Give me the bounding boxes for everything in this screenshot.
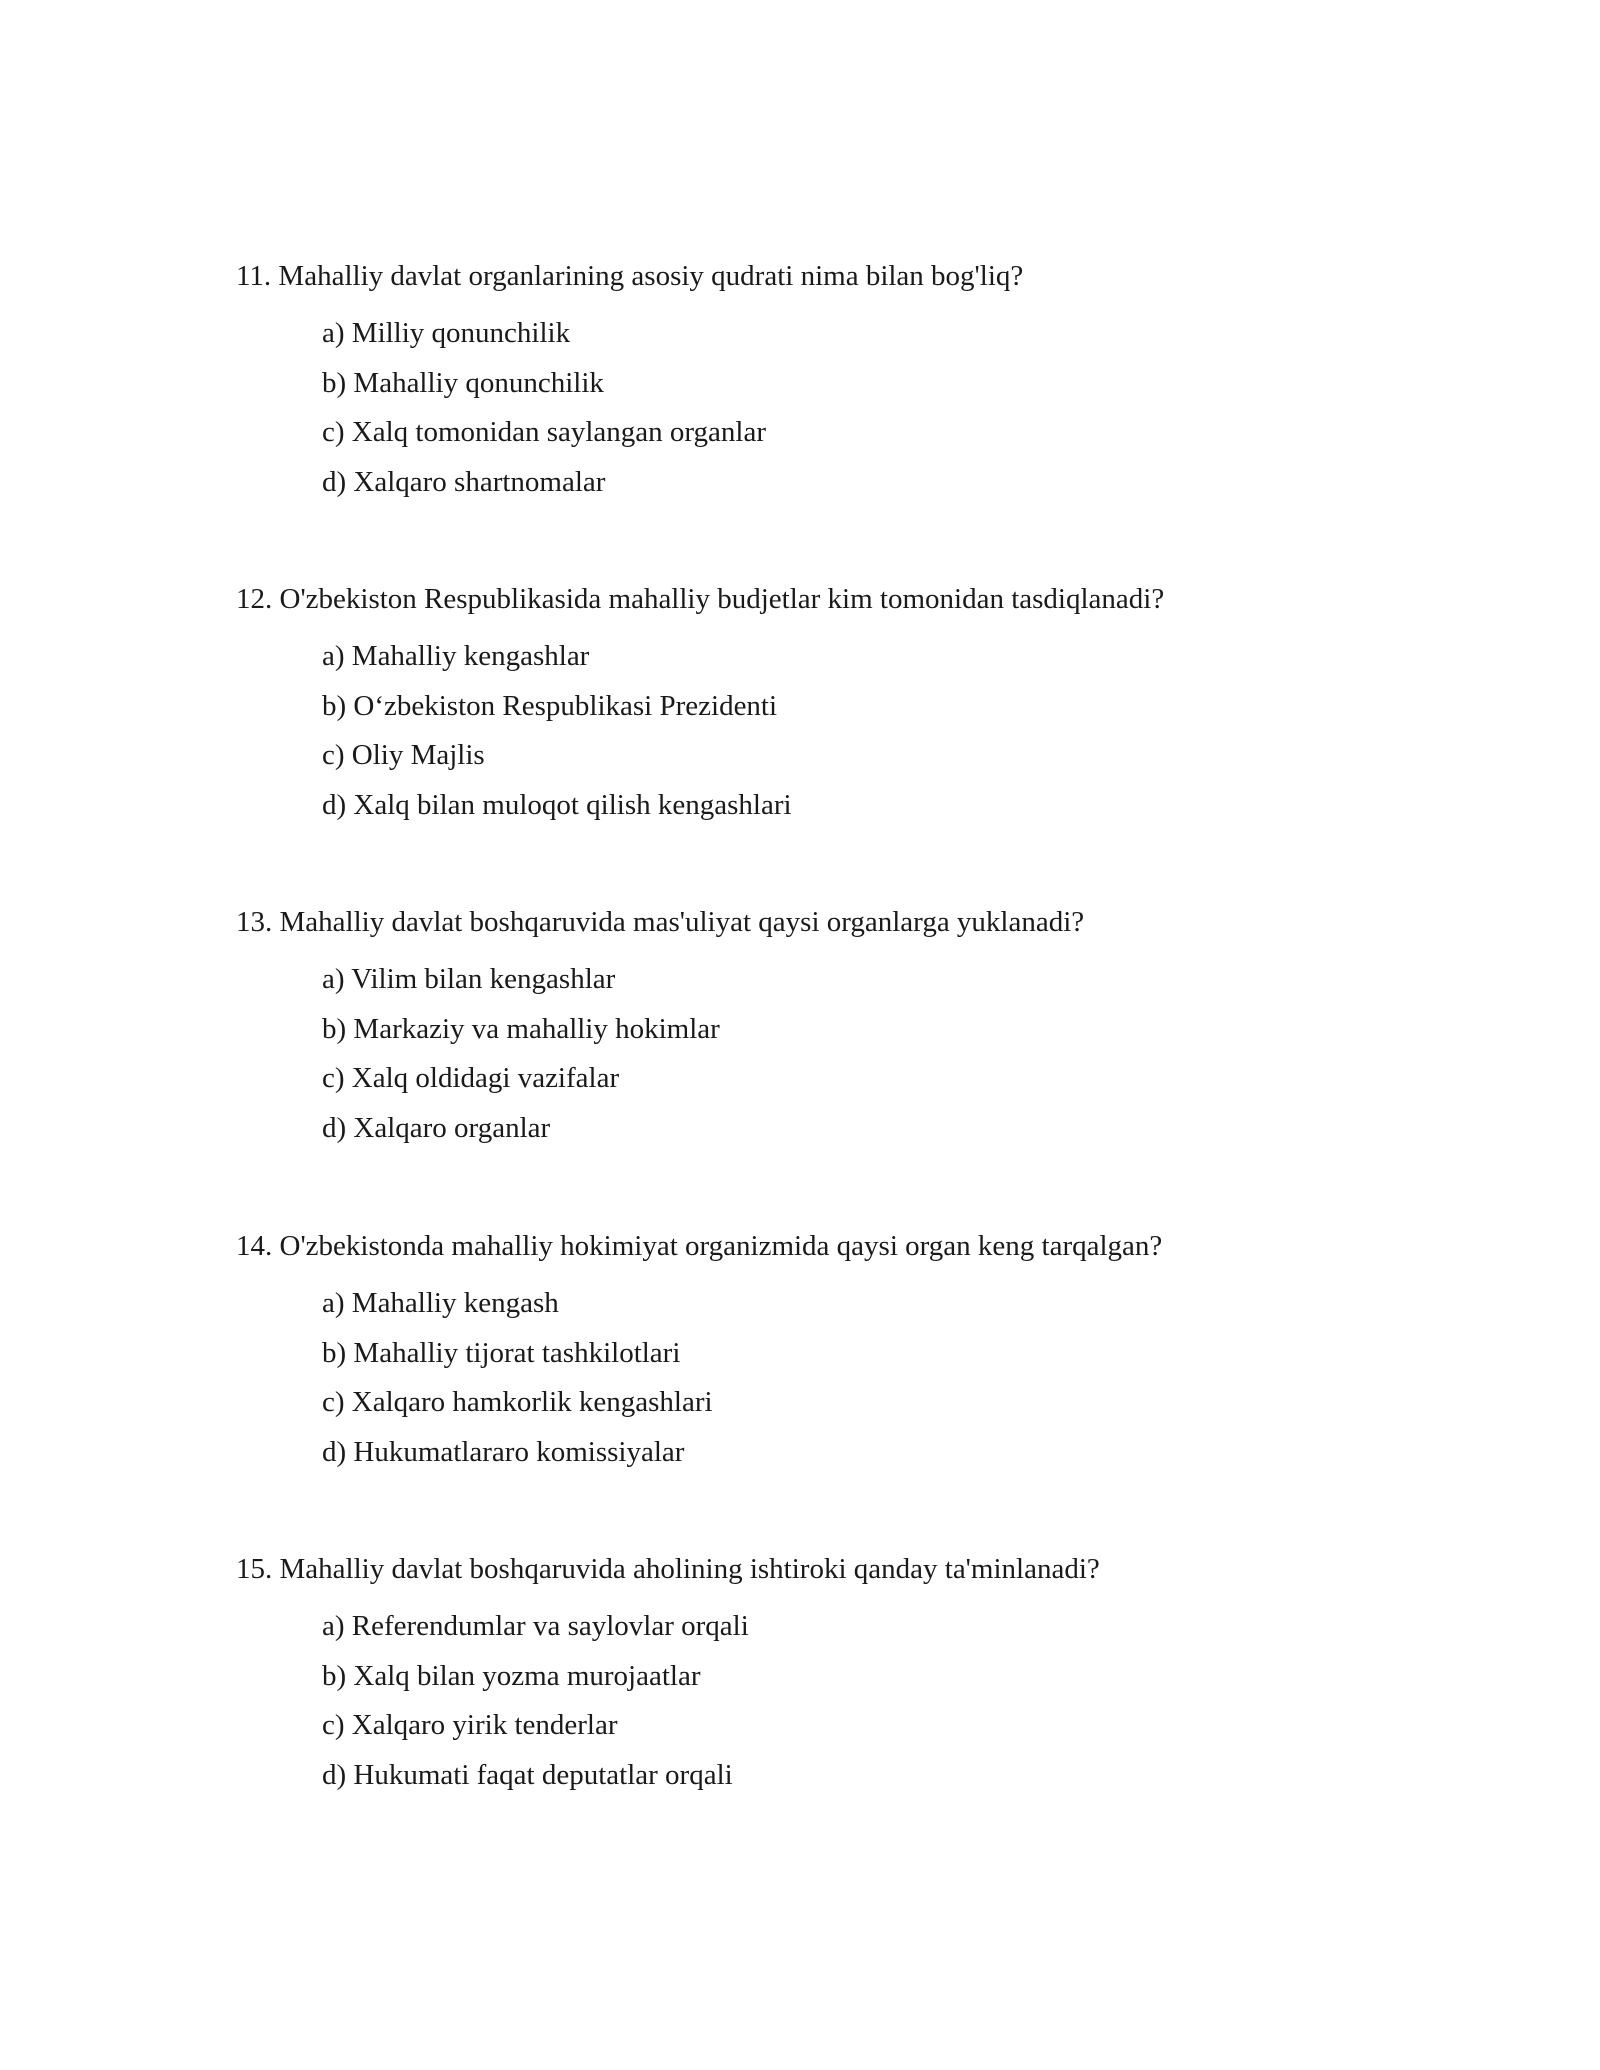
option-c: c) Xalqaro yirik tenderlar: [322, 1709, 618, 1741]
option-d: d) Xalqaro shartnomalar: [322, 465, 606, 498]
option-a: a) Milliy qonunchilik: [322, 317, 571, 349]
question-text: 11. Mahalliy davlat organlarining asosiy qudrati nima bilan bog'liq?: [236, 260, 1024, 292]
option-b: b) Mahalliy tijorat tashkilotlari: [322, 1336, 681, 1369]
option-c: c) Xalq tomonidan saylangan organlar: [322, 416, 766, 448]
answer-options: [322, 638, 1436, 836]
option-d: d) Hukumatlararo komissiyalar: [322, 1435, 685, 1468]
question-14: [236, 1228, 1436, 1483]
option-b: b) O‘zbekiston Respublikasi Prezidenti: [322, 689, 778, 722]
option-c: c) Xalqaro hamkorlik kengashlari: [322, 1386, 713, 1418]
question-text: 12. O'zbekiston Respublikasida mahalliy budjetlar kim tomonidan tasdiqlanadi?: [236, 583, 1165, 615]
option-a: a) Referendumlar va saylovlar orqali: [322, 1610, 749, 1642]
option-d: d) Xalq bilan muloqot qilish kengashlari: [322, 788, 792, 821]
option-d: d) Xalqaro organlar: [322, 1111, 551, 1144]
question-13: [236, 904, 1436, 1159]
answer-options: [322, 315, 1436, 513]
answer-options: [322, 1285, 1436, 1483]
option-b: b) Mahalliy qonunchilik: [322, 366, 604, 399]
question-text: 13. Mahalliy davlat boshqaruvida mas'uliyat qaysi organlarga yuklanadi?: [236, 906, 1085, 938]
question-text: 14. O'zbekistonda mahalliy hokimiyat organizmida qaysi organ keng tarqalgan?: [236, 1230, 1163, 1262]
option-c: c) Xalq oldidagi vazifalar: [322, 1062, 620, 1094]
answer-options: [322, 961, 1436, 1159]
answer-options: [322, 1608, 1436, 1806]
option-d: d) Hukumati faqat deputatlar orqali: [322, 1758, 733, 1791]
option-a: a) Vilim bilan kengashlar: [322, 963, 616, 995]
question-15: [236, 1551, 1436, 1806]
question-11: [236, 258, 1436, 513]
option-c: c) Oliy Majlis: [322, 739, 485, 771]
option-b: b) Xalq bilan yozma murojaatlar: [322, 1659, 701, 1692]
option-a: a) Mahalliy kengash: [322, 1287, 559, 1319]
option-a: a) Mahalliy kengashlar: [322, 640, 590, 672]
option-b: b) Markaziy va mahalliy hokimlar: [322, 1012, 720, 1045]
question-12: [236, 581, 1436, 836]
question-text: 15. Mahalliy davlat boshqaruvida aholining ishtiroki qanday ta'minlanadi?: [236, 1553, 1100, 1585]
